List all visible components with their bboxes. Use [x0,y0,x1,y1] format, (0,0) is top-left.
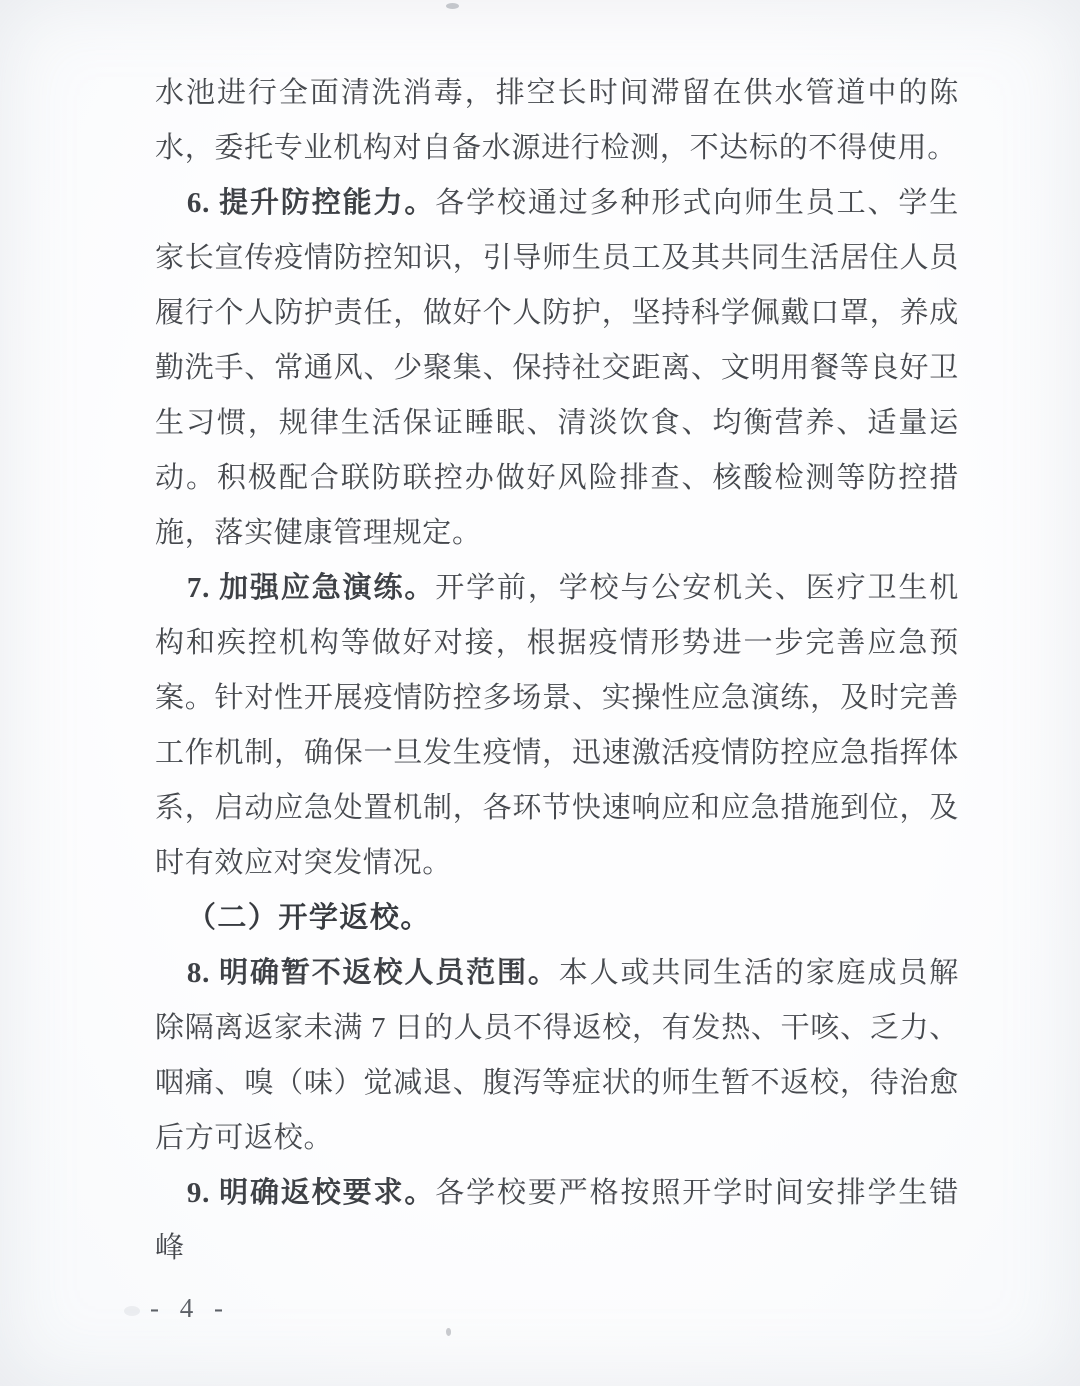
paragraph-heading: 8. 明确暂不返校人员范围。 [186,957,559,989]
paragraph [155,946,959,1166]
paragraph-heading: 7. 加强应急演练。 [186,572,436,604]
paragraph-text: 水池进行全面清洗消毒，排空长时间滞留在供水管道中的陈水，委托专业机构对自备水源进行检测，不达标的不得使用。 [155,77,959,164]
paragraph [155,176,959,561]
scan-artifact-top-smudge [446,3,459,9]
paragraph [155,561,959,891]
paragraph [155,891,959,946]
document-body [155,66,959,1276]
paragraph-heading: 6. 提升防控能力。 [186,187,436,219]
scan-artifact-speck [446,1328,451,1336]
paragraph [155,66,959,176]
paragraph-text: 各学校通过多种形式向师生员工、学生家长宣传疫情防控知识，引导师生员工及其共同生活居住人员履行个人防护责任，做好个人防护，坚持科学佩戴口罩，养成勤洗手、常通风、少聚集、保持社交距离、文明用餐等良好卫生习惯，规律生活保证睡眠、清淡饮食、均衡营养、适量运动。积极配合联防联控办做好风险排查、核酸检测等防控措施，落实健康管理规定。 [155,187,959,549]
scan-artifact-margin-speck [124,1306,140,1316]
page-number: - 4 - [150,1293,230,1323]
paragraph-text: 本人或共同生活的家庭成员解除隔离返家未满 7 日的人员不得返校，有发热、干咳、乏力、咽痛、嗅（味）觉减退、腹泻等症状的师生暂不返校，待治愈后方可返校。 [155,957,959,1154]
paragraph-text: 开学前，学校与公安机关、医疗卫生机构和疾控机构等做好对接，根据疫情形势进一步完善应急预案。针对性开展疫情防控多场景、实操性应急演练，及时完善工作机制，确保一旦发生疫情，迅速激活疫情防控应急指挥体系，启动应急处置机制，各环节快速响应和应急措施到位，及时有效应对突发情况。 [155,572,959,879]
paragraph [155,1166,959,1276]
paragraph-heading: 9. 明确返校要求。 [186,1177,436,1209]
paragraph-text: 各学校要严格按照开学时间安排学生错峰 [155,1177,959,1264]
paragraph-heading: （二）开学返校。 [186,902,431,934]
